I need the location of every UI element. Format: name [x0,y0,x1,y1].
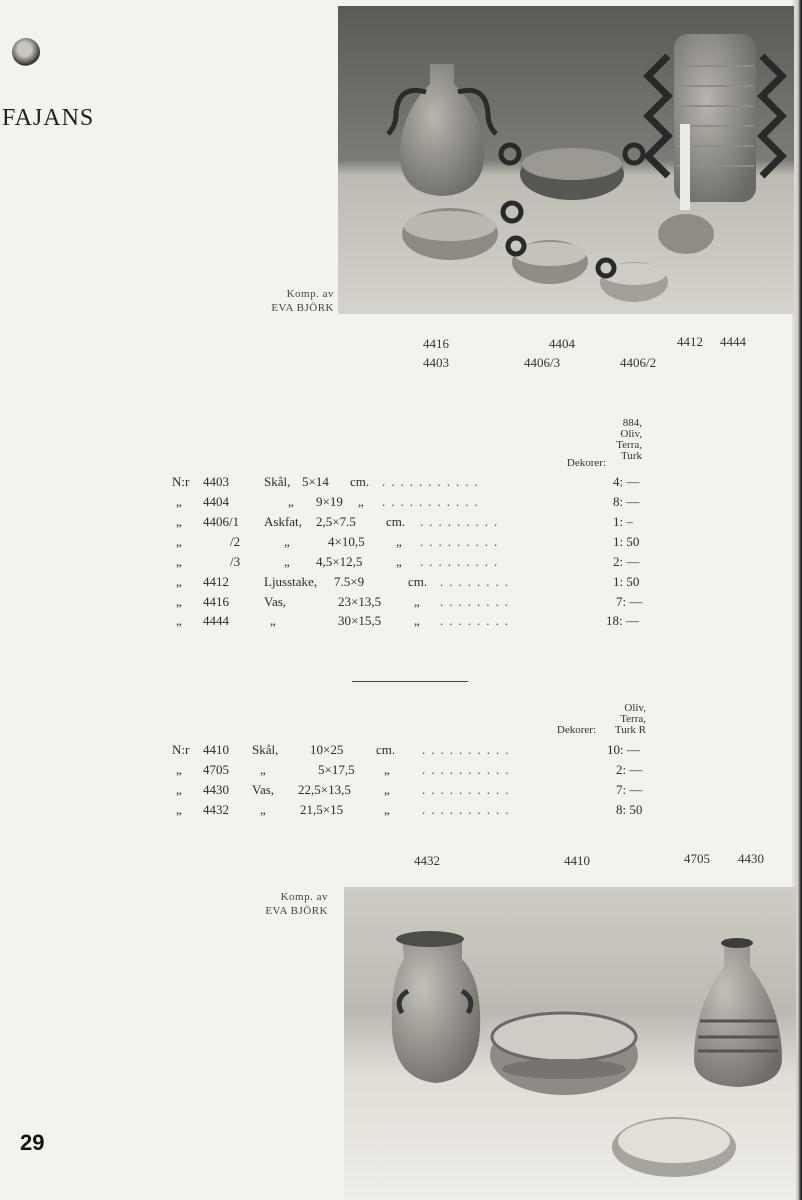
row-item: „ [288,494,294,509]
dekor-option: 884, [622,417,642,429]
row-prefix: „ [176,554,182,569]
row-size: 10×25 [310,742,344,757]
section-divider [352,681,468,682]
row-prefix: „ [176,534,182,549]
caption-number: 4444 [720,334,746,349]
caption-number: 4404 [549,336,575,351]
table-row [0,534,802,552]
dekor-option: Terra, [616,439,642,451]
row-price: 10: — [607,742,640,757]
row-item: „ [270,613,276,628]
page-number: 29 [20,1130,45,1155]
leader-dots: .......... [422,782,515,797]
row-price: 1: – [613,514,633,529]
row-size: 4,5×12,5 [316,554,363,569]
row-item: „ [284,534,290,549]
row-prefix: „ [176,514,182,529]
row-unit: „ [414,613,420,628]
bottom-photo [344,887,796,1200]
row-item: Skål, [264,474,291,489]
row-price: 7: — [616,782,643,797]
dekor-label: Dekorer: [566,457,606,469]
table-row [0,474,802,492]
row-item: Ljusstake, [264,574,318,589]
dekor-label: Dekorer: [556,724,596,736]
row-price: 2: — [616,762,643,777]
caption-number: 4430 [738,851,764,866]
row-number: 4430 [203,782,229,797]
row-item: Askfat, [264,514,302,529]
row-unit: cm. [376,742,396,757]
row-prefix: „ [176,574,182,589]
dekor-option: Terra, [620,713,646,725]
row-prefix: „ [176,802,182,817]
table-row [0,554,802,572]
row-prefix: „ [176,613,182,628]
caption-number: 4403 [423,355,449,370]
leader-dots: .......... [422,802,515,817]
row-size: 5×14 [302,474,329,489]
caption-number: 4406/2 [620,355,657,370]
leader-dots: ......... [420,554,504,569]
row-prefix: „ [176,782,182,797]
row-size: 2,5×7.5 [316,514,356,529]
row-prefix: N:r [172,742,190,757]
dekor-header [540,418,642,462]
row-price: 2: — [613,554,640,569]
row-unit: „ [358,494,364,509]
leader-dots: ........ [440,574,514,589]
row-price: 7: — [616,594,643,609]
row-price: 18: — [606,613,639,628]
row-price: 1: 50 [613,534,640,549]
caption-number: 4432 [414,853,440,868]
table-row [0,742,802,760]
row-unit: „ [396,554,402,569]
row-size: 23×13,5 [338,594,382,609]
leader-dots: ........ [440,613,514,628]
table-row [0,594,802,612]
row-item: Vas, [264,594,287,609]
row-number: /2 [230,534,241,549]
leader-dots: .......... [422,742,515,757]
credit-line-2: EVA BJÖRK [271,302,334,314]
row-number: 4410 [203,742,229,757]
dekor-option: Turk [621,450,642,462]
top-photo [338,6,794,314]
row-number: 4412 [203,574,229,589]
dekor-option: Oliv, [624,702,646,714]
row-unit: „ [396,534,402,549]
row-unit: „ [414,594,420,609]
leader-dots: .......... [422,762,515,777]
row-item: „ [284,554,290,569]
table-row [0,802,802,820]
caption-number: 4705 [684,851,710,866]
credit-line-2: EVA BJÖRK [265,905,328,917]
caption-number: 4406/3 [524,355,561,370]
row-unit: cm. [350,474,370,489]
row-unit: cm. [408,574,428,589]
section-title: FAJANS [2,105,95,131]
dekor-option: Oliv, [620,428,642,440]
row-unit: „ [384,802,390,817]
row-unit: „ [384,762,390,777]
row-unit: „ [384,782,390,797]
table-row [0,514,802,532]
row-size: 7.5×9 [334,574,365,589]
credit-line-1: Komp. av [280,891,328,903]
caption-number: 4416 [423,336,449,351]
row-size: 22,5×13,5 [298,782,351,797]
row-number: 4705 [203,762,229,777]
row-number: /3 [230,554,241,569]
table-row [0,613,802,631]
table-row [0,494,802,512]
caption-number: 4412 [677,334,703,349]
row-number: 4403 [203,474,229,489]
row-price: 8: — [613,494,640,509]
row-prefix: „ [176,762,182,777]
row-number: 4416 [203,594,229,609]
row-size: 30×15,5 [338,613,382,628]
row-unit: cm. [386,514,406,529]
row-number: 4444 [203,613,229,628]
row-size: 9×19 [316,494,343,509]
leader-dots: ........ [440,594,514,609]
row-prefix: „ [176,594,182,609]
leader-dots: ......... [420,514,504,529]
dekor-option: Turk R [614,724,646,736]
leader-dots: ........... [382,474,484,489]
leader-dots: ........... [382,494,484,509]
row-item: Vas, [252,782,275,797]
top-photo-credit [220,287,334,315]
credit-line-1: Komp. av [286,288,334,300]
row-price: 4: — [613,474,640,489]
row-size: 21,5×15 [300,802,344,817]
row-number: 4406/1 [203,514,240,529]
row-size: 5×17,5 [318,762,355,777]
binder-hole [12,38,40,66]
row-prefix: N:r [172,474,190,489]
row-price: 8: 50 [616,802,643,817]
table-row [0,574,802,592]
row-item: Skål, [252,742,279,757]
leader-dots: ......... [420,534,504,549]
table-row [0,762,802,780]
row-number: 4404 [203,494,229,509]
bottom-photo-credit [220,890,328,918]
row-item: „ [260,802,266,817]
row-prefix: „ [176,494,182,509]
row-price: 1: 50 [613,574,640,589]
row-item: „ [260,762,266,777]
row-number: 4432 [203,802,229,817]
table-row [0,782,802,800]
row-size: 4×10,5 [328,534,365,549]
caption-number: 4410 [564,853,590,868]
